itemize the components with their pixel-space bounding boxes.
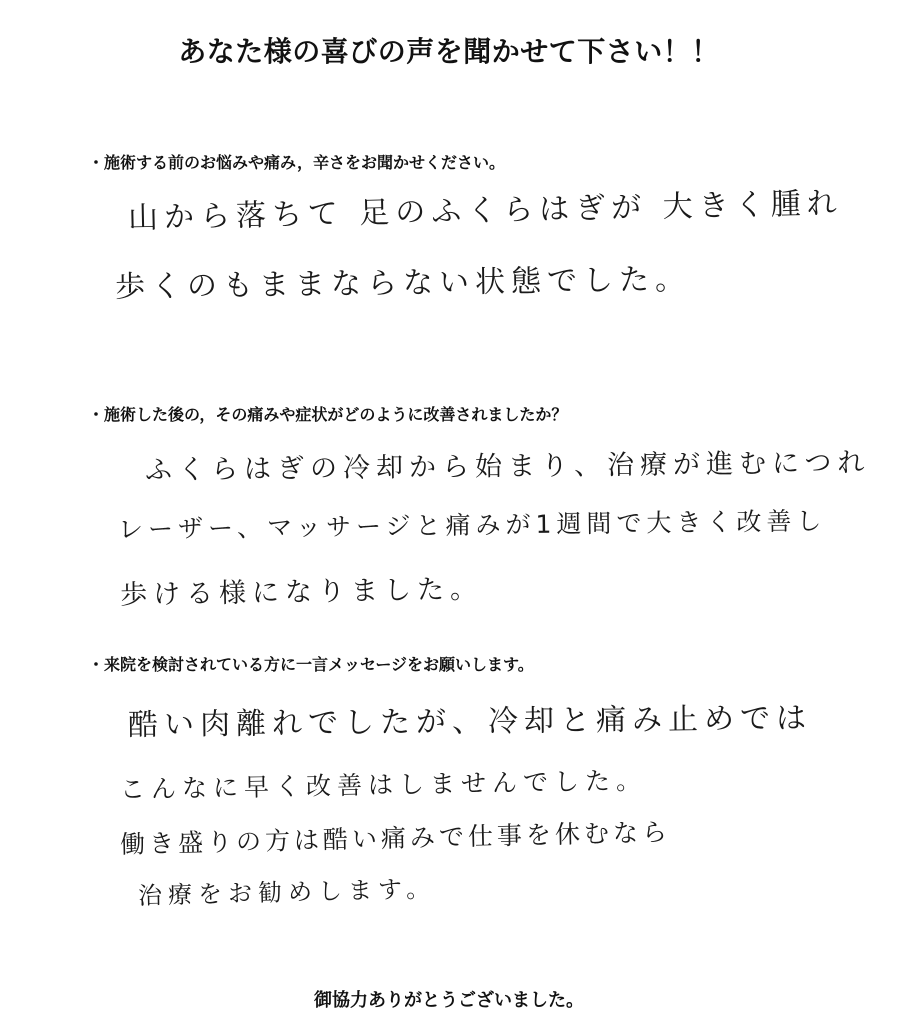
handwritten-answer-line: 酷い肉離れでしたが、冷却と痛み止めでは — [127, 700, 813, 743]
handwritten-answer-line: 治療をお勧めします。 — [137, 874, 437, 910]
question-message: ・来院を検討されている方に一言メッセージをお願いします。 — [88, 655, 534, 674]
thank-you-footer: 御協力ありがとうございました。 — [314, 990, 584, 1011]
handwritten-answer-line: 歩くのもままならない状態でした。 — [114, 261, 692, 305]
handwritten-answer-line: こんなに早く改善はしませんでした。 — [119, 765, 648, 804]
question-after-treatment: ・施術した後の，その痛みや症状がどのように改善されましたか？ — [88, 405, 568, 424]
handwritten-answer-line: 歩ける様になりました。 — [119, 573, 484, 611]
form-title: あなた様の喜びの声を聞かせて下さい！！ — [178, 35, 720, 68]
handwritten-answer-line: 山から落ちて 足のふくらはぎが 大きく腫れ — [127, 186, 844, 236]
handwritten-answer-line: レーザー、マッサージと痛みが1週間で大きく改善し — [117, 506, 827, 544]
handwritten-answer-line: 働き盛りの方は酷い痛みで仕事を休むなら — [119, 817, 672, 859]
question-before-treatment: ・施術する前のお悩みや痛み，辛さをお聞かせください。 — [88, 153, 505, 172]
handwritten-answer-line: ふくらはぎの冷却から始まり、治療が進むにつれ — [144, 447, 871, 486]
